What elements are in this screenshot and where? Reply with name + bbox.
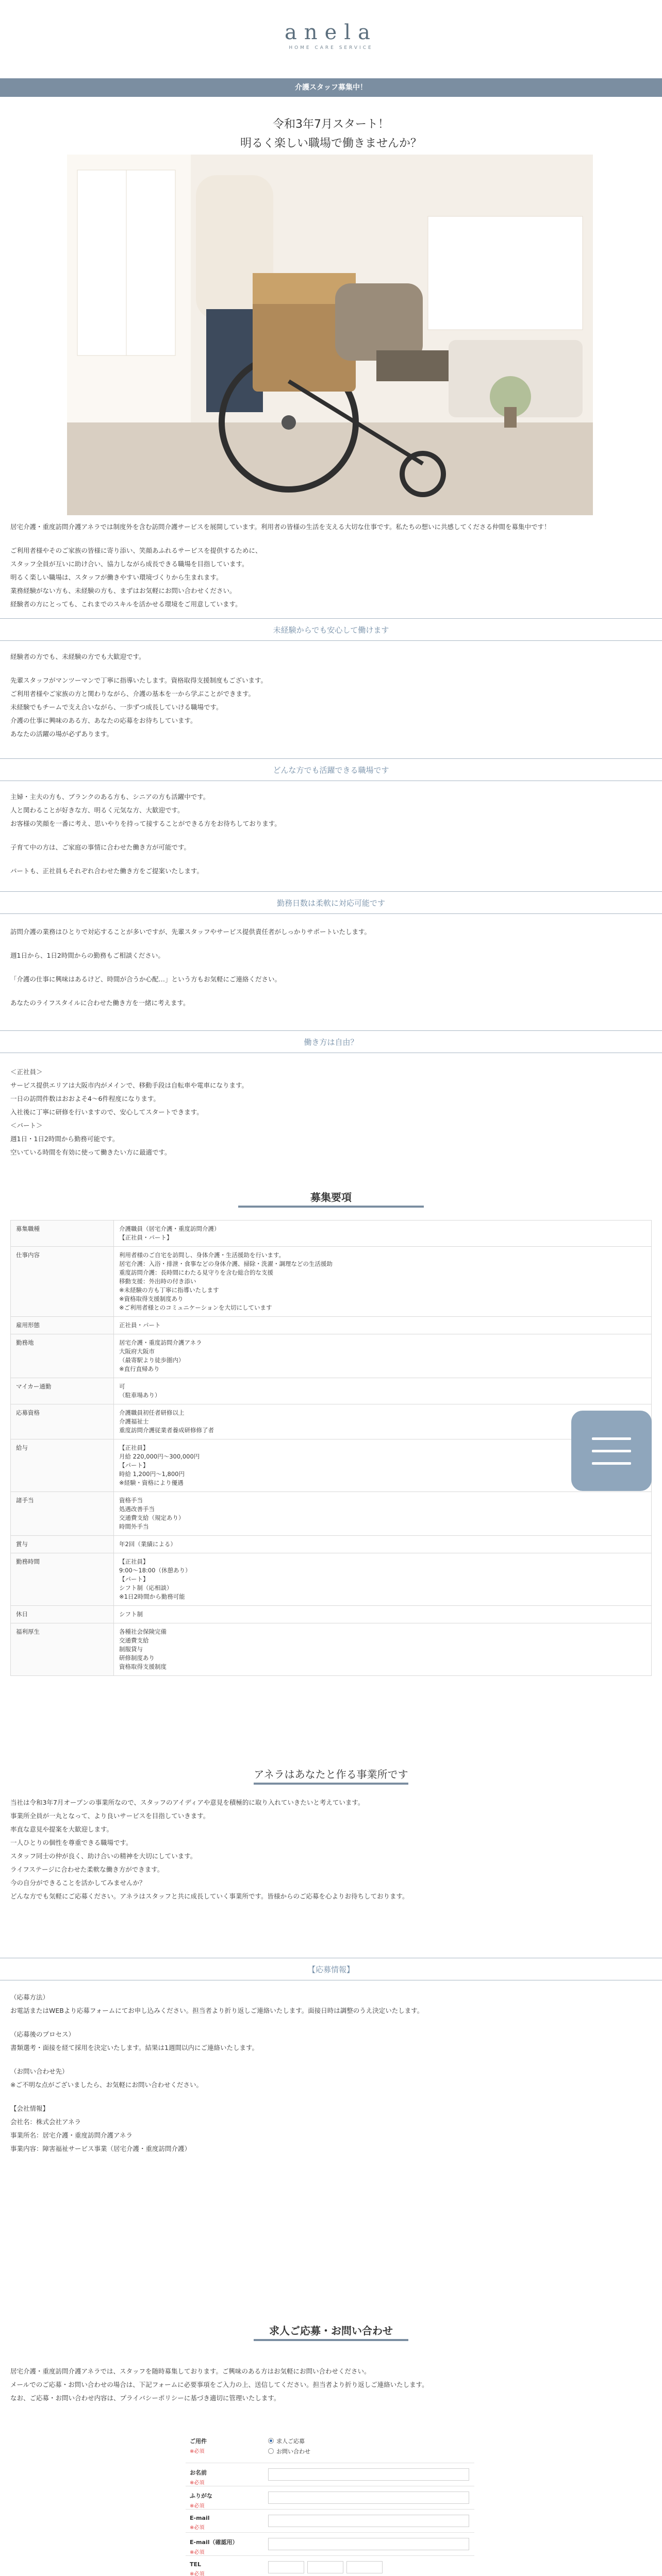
about-p0: 当社は令和3年7月オープンの事業所なので、スタッフのアイディアや意見を積極的に取り入れていきたいと考えています。 [10,1799,365,1806]
recruit-value-line: 重度訪問介護従業者養成研修修了者 [119,1427,214,1434]
form-row-email [186,2510,474,2533]
recruit-row [11,1553,652,1606]
section-heading-schedule: 勤務日数は柔軟に対応可能です [0,891,662,914]
apply-p2: （応募後のプロセス） [10,2030,75,2038]
intro-text [10,520,650,611]
required-mark: ※必須 [190,2550,205,2555]
brand-logo[interactable] [0,21,662,50]
type-label-text: ご用件 [190,2438,207,2445]
recruit-row [11,1247,652,1317]
section-heading-everyone: どんな方でも活躍できる職場です [0,758,662,781]
recruit-row [11,1623,652,1676]
email-confirm-input[interactable] [268,2538,469,2550]
recruit-row-value [114,1317,652,1334]
hero-wheelchair-photo [67,155,593,515]
recruit-table [10,1220,652,1676]
recruit-value-line: 9:00〜18:00（休憩あり） [119,1567,191,1574]
recruit-value-line: 処遇改善手当 [119,1505,155,1513]
about-p1: 事業所全員が一丸となって、より良いサービスを目指していきます。 [10,1812,210,1820]
recruit-row [11,1378,652,1404]
radio-apply-label: 求人ご応募 [276,2438,305,2445]
section-heading-beginners: 未経験からでも安心して働けます [0,618,662,641]
recruit-value-line: 交通費支給 [119,1637,149,1644]
email-input[interactable] [268,2515,469,2527]
type-label [190,2437,267,2454]
apply-p5: ※ご不明な点がございましたら、お気軽にお問い合わせください。 [10,2081,203,2089]
s3-p0: 訪問介護の業務はひとりで対応することが多いですが、先輩スタッフやサービス提供責任者がしっかりサポートいたします。 [10,928,371,936]
section-body-beginners [10,650,650,741]
s1-p4: 介護の仕事に興味のある方、あなたの応募をお待ちしています。 [10,717,197,724]
recruit-value-line: 大阪府大阪市 [119,1348,155,1355]
recruit-value-line: シフト制（応相談） [119,1584,173,1591]
recruit-value-line: 正社員・パート [119,1321,161,1329]
s4-p5: 週1日・1日2時間から勤務可能です。 [10,1135,119,1143]
s1-p1: 先輩スタッフがマンツーマンで丁寧に指導いたします。資格取得支援制度もございます。 [10,676,268,684]
apply-p0: （応募方法） [10,1993,49,2001]
recruit-row-label: 勤務時間 [11,1553,114,1606]
s2-p2: お客様の笑顔を一番に考え、思いやりを持って接することができる方をお待ちしております。 [10,820,281,827]
s3-p3: あなたのライフスタイルに合わせた働き方を一緒に考えます。 [10,999,190,1007]
recruit-row-value [114,1221,652,1247]
recruit-value-line: 居宅介護：入浴・排泄・食事などの身体介護、掃除・洗濯・調理などの生活援助 [119,1260,333,1267]
about-p5: ライフステージに合わせた柔軟な働き方ができます。 [10,1866,164,1873]
recruit-value-line: 【パート】 [119,1575,149,1583]
s4-p6: 空いている時間を有効に使って働きたい方に最適です。 [10,1148,171,1156]
recruit-row-value [114,1334,652,1378]
intro-p5: 経験者の方にとっても、これまでのスキルを活かせる環境をご用意しています。 [10,600,242,608]
recruit-value-line: 【正社員・パート】 [119,1234,173,1241]
recruit-value-line: 介護福祉士 [119,1418,149,1425]
email-confirm-label-text: E-mail（確認用） [190,2539,238,2546]
about-p2: 率直な意見や提案を大歓迎します。 [10,1825,113,1833]
s2-p4: パートも、正社員もそれぞれ合わせた働き方をご提案いたします。 [10,867,204,875]
form-row-kana [186,2486,474,2510]
radio-inquiry[interactable] [268,2447,474,2455]
recruit-row-label: 賞与 [11,1536,114,1553]
tel-input-1[interactable] [268,2561,304,2573]
recruit-row-value [114,1378,652,1404]
recruit-row-label: 休日 [11,1606,114,1623]
about-p4: スタッフ同士の仲が良く、助け合いの精神を大切にしています。 [10,1852,197,1860]
s4-p2: 一日の訪問件数はおおよそ4〜6件程度になります。 [10,1095,160,1103]
hero-title [0,115,662,150]
s4-p3: 入社後に丁寧に研修を行いますので、安心してスタートできます。 [10,1108,203,1116]
recruit-row-label: 勤務地 [11,1334,114,1378]
recruit-row [11,1334,652,1378]
recruit-row-label: 応募資格 [11,1404,114,1439]
apply-p1: お電話またはWEBより応募フォームにてお申し込みください。担当者より折り返しご連絡いたします。面接日時は調整のうえ決定いたします。 [10,2007,424,2014]
kana-label [190,2492,267,2509]
recruit-row-label: 雇用形態 [11,1317,114,1334]
form-intro [10,2365,650,2405]
recruit-value-line: 各種社会保険完備 [119,1628,167,1635]
recruit-row [11,1606,652,1623]
brand-name: anela [285,21,377,44]
form-intro-p1: メールでのご応募・お問い合わせの場合は、下記フォームに必要事項をご入力の上、送信してください。担当者より折り返しご連絡いたします。 [10,2381,428,2388]
about-p3: 一人ひとりの個性を尊重できる職場です。 [10,1839,133,1846]
recruit-value-line: ※経験・資格により優遇 [119,1479,184,1486]
about-p7: どんな方でも気軽にご応募ください。アネラはスタッフと共に成長していく事業所です。皆様からのご応募を心よりお待ちしております。 [10,1892,409,1900]
name-label [190,2468,267,2486]
required-mark: ※必須 [190,2503,205,2509]
about-title-underline [254,1783,408,1785]
menu-bar-icon [592,1462,631,1465]
recruit-row [11,1536,652,1553]
intro-p4: 業務経験がない方も、未経験の方も、まずはお気軽にお問い合わせください。 [10,587,236,595]
recruit-value-line: 交通費支給（規定あり） [119,1514,185,1521]
tel-input-2[interactable] [307,2561,343,2573]
radio-inquiry-label: お問い合わせ [276,2448,310,2455]
apply-p8: 事業所名：居宅介護・重度訪問介護アネラ [10,2131,133,2139]
form-row-name [186,2463,474,2486]
radio-icon [268,2448,274,2454]
section-heading-workstyle: 働き方は自由？ [0,1030,662,1053]
form-title-underline [254,2339,408,2341]
recruit-title: 募集要項 [310,1191,352,1204]
apply-p7: 会社名：株式会社アネラ [10,2118,81,2126]
tel-input-3[interactable] [346,2561,383,2573]
about-body [10,1796,650,1903]
apply-p3: 書類選考・面接を経て採用を決定いたします。結果は1週間以内にご連絡いたします。 [10,2044,258,2052]
recruit-value-line: ※資格取得支援制度あり [119,1295,184,1302]
recruit-row-label: 募集職種 [11,1221,114,1247]
section-body-schedule [10,925,650,1010]
name-input[interactable] [268,2468,469,2481]
required-mark: ※必須 [190,2525,205,2531]
recruit-row-value [114,1606,652,1623]
recruit-value-line: シフト制 [119,1611,143,1618]
tel-label-text: TEL [190,2561,202,2568]
about-p6: 今の自分ができることを活かしてみませんか？ [10,1879,146,1887]
form-intro-p2: なお、ご応募・お問い合わせ内容は、プライバシーポリシーに基づき適切に管理いたします。 [10,2394,280,2402]
form-title: 求人ご応募・お問い合わせ [269,2325,393,2337]
apply-p9: 事業内容：障害福祉サービス事業（居宅介護・重度訪問介護） [10,2145,191,2153]
recruit-row [11,1317,652,1334]
recruit-value-line: ※ご利用者様とのコミュニケーションを大切にしています [119,1304,272,1311]
required-mark: ※必須 [190,2449,205,2454]
tel-label [190,2561,267,2576]
s2-p3: 子育て中の方は、ご家庭の事情に合わせた働き方が可能です。 [10,843,191,851]
hero-line-1: 令和3年7月スタート！ [273,118,389,131]
s1-p0: 経験者の方でも、未経験の方でも大歓迎です。 [10,653,145,660]
recruit-row [11,1492,652,1536]
recruit-value-line: 可 [119,1383,125,1390]
recruit-value-line: ※1日2時間から勤務可能 [119,1593,185,1600]
recruit-value-line: 時給 1,200円〜1,800円 [119,1470,185,1478]
kana-label-text: ふりがな [190,2493,212,2499]
recruit-row-label: 福利厚生 [11,1623,114,1676]
recruit-value-line: （駐車場あり） [119,1392,161,1399]
form-intro-p0: 居宅介護・重度訪問介護アネラでは、スタッフを随時募集しております。ご興味のある方はお気軽にお問い合わせください。 [10,2367,371,2375]
intro-p1: ご利用者様やそのご家族の皆様に寄り添い、笑顔あふれるサービスを提供するために、 [10,547,262,554]
form-row-tel [186,2556,474,2576]
form-row-email-confirm [186,2533,474,2556]
kana-input[interactable] [268,2492,469,2504]
s2-p0: 主婦・主夫の方も、ブランクのある方も、シニアの方も活躍中です。 [10,793,210,801]
recruit-row [11,1221,652,1247]
recruit-value-line: 研修制度あり [119,1654,155,1662]
s1-p3: 未経験でもチームで支え合いながら、一歩ずつ成長していける職場です。 [10,703,223,711]
s4-p0: ＜正社員＞ [10,1068,43,1076]
recruit-row-value [114,1553,652,1606]
section-heading-apply-info: 【応募情報】 [0,1958,662,1980]
s3-p1: 週1日から、1日2時間からの勤務もご相談ください。 [10,952,164,959]
recruit-value-line: 【正社員】 [119,1558,149,1565]
apply-info-body [10,1991,650,2156]
s4-p1: サービス提供エリアは大阪市内がメインで、移動手段は自転車や電車になります。 [10,1081,249,1089]
s2-p1: 人と関わることが好きな方、明るく元気な方、大歓迎です。 [10,806,184,814]
name-label-text: お名前 [190,2469,207,2476]
recruit-row-value [114,1623,652,1676]
recruit-title-underline [238,1206,424,1208]
recruit-value-line: 時間外手当 [119,1523,149,1530]
hero-line-2: 明るく楽しい職場で働きませんか？ [240,137,422,150]
recruit-value-line: 移動支援：外出時の付き添い [119,1278,196,1285]
recruit-row-label: 給与 [11,1439,114,1492]
s3-p2: 「介護の仕事に興味はあるけど、時間が合うか心配…」という方もお気軽にご連絡ください。 [10,975,282,983]
radio-apply[interactable] [268,2437,474,2445]
intro-p2: スタッフ全員が互いに助け合い、協力しながら成長できる職場を目指しています。 [10,560,249,568]
brand-subtitle: HOME CARE SERVICE [289,45,373,50]
section-body-everyone [10,790,650,878]
recruit-row [11,1404,652,1439]
about-title: アネラはあなたと作る事業所です [254,1768,408,1781]
recruit-value-line: 資格取得支援制度 [119,1663,167,1670]
recruit-row [11,1439,652,1492]
recruit-row-label: マイカー通勤 [11,1378,114,1404]
recruit-value-line: 【正社員】 [119,1444,149,1451]
recruit-value-line: 【パート】 [119,1462,149,1469]
radio-icon [268,2438,274,2444]
hamburger-menu-button[interactable] [571,1411,652,1491]
email-confirm-label [190,2538,267,2555]
s4-p4: ＜パート＞ [10,1122,43,1129]
menu-bar-icon [592,1437,631,1440]
recruit-value-line: 年2回（業績による） [119,1540,176,1548]
recruit-value-line: 居宅介護・重度訪問介護アネラ [119,1339,202,1346]
s1-p2: ご利用者様やご家族の方と関わりながら、介護の基本を一から学ぶことができます。 [10,690,255,698]
intro-p0: 居宅介護・重度訪問介護アネラでは制度外を含む訪問介護サービスを展開しています。利用者の皆様の生活を支える大切な仕事です。私たちの想いに共感してくださる仲間を募集中です！ [10,523,551,531]
required-mark: ※必須 [190,2571,205,2576]
contact-form [186,2432,474,2576]
recruit-value-line: 重度訪問介護：長時間にわたる見守りを含む総合的な支援 [119,1269,273,1276]
recruit-row-value [114,1247,652,1317]
intro-p3: 明るく楽しい職場は、スタッフが働きやすい環境づくりから生まれます。 [10,573,223,581]
recruit-row-label: 諸手当 [11,1492,114,1536]
recruit-row-value [114,1492,652,1536]
email-label-text: E-mail [190,2515,210,2521]
apply-p6: 【会社情報】 [10,2105,49,2112]
apply-p4: （お問い合わせ先） [10,2067,69,2075]
recruit-value-line: 介護職員（居宅介護・重度訪問介護） [119,1225,220,1232]
recruit-value-line: （最寄駅より徒歩圏内） [119,1357,185,1364]
recruit-row-label: 仕事内容 [11,1247,114,1317]
s1-p5: あなたの活躍の場が必ずあります。 [10,730,113,738]
recruit-value-line: 月給 220,000円〜300,000円 [119,1453,200,1460]
recruit-value-line: 利用者様のご自宅を訪問し、身体介護・生活援助を行います。 [119,1251,285,1259]
recruit-value-line: 介護職員初任者研修以上 [119,1409,185,1416]
email-label [190,2515,267,2531]
menu-bar-icon [592,1450,631,1452]
required-mark: ※必須 [190,2480,205,2486]
recruit-row-value [114,1536,652,1553]
section-body-workstyle [10,1065,650,1159]
recruit-value-line: ※直行直帰あり [119,1365,160,1372]
recruit-value-line: 制服貸与 [119,1646,143,1653]
recruiting-banner: 介護スタッフ募集中！ [0,78,662,97]
recruit-value-line: ※未経験の方も丁寧に指導いたします [119,1286,219,1294]
form-row-type [186,2432,474,2463]
recruit-value-line: 資格手当 [119,1497,143,1504]
